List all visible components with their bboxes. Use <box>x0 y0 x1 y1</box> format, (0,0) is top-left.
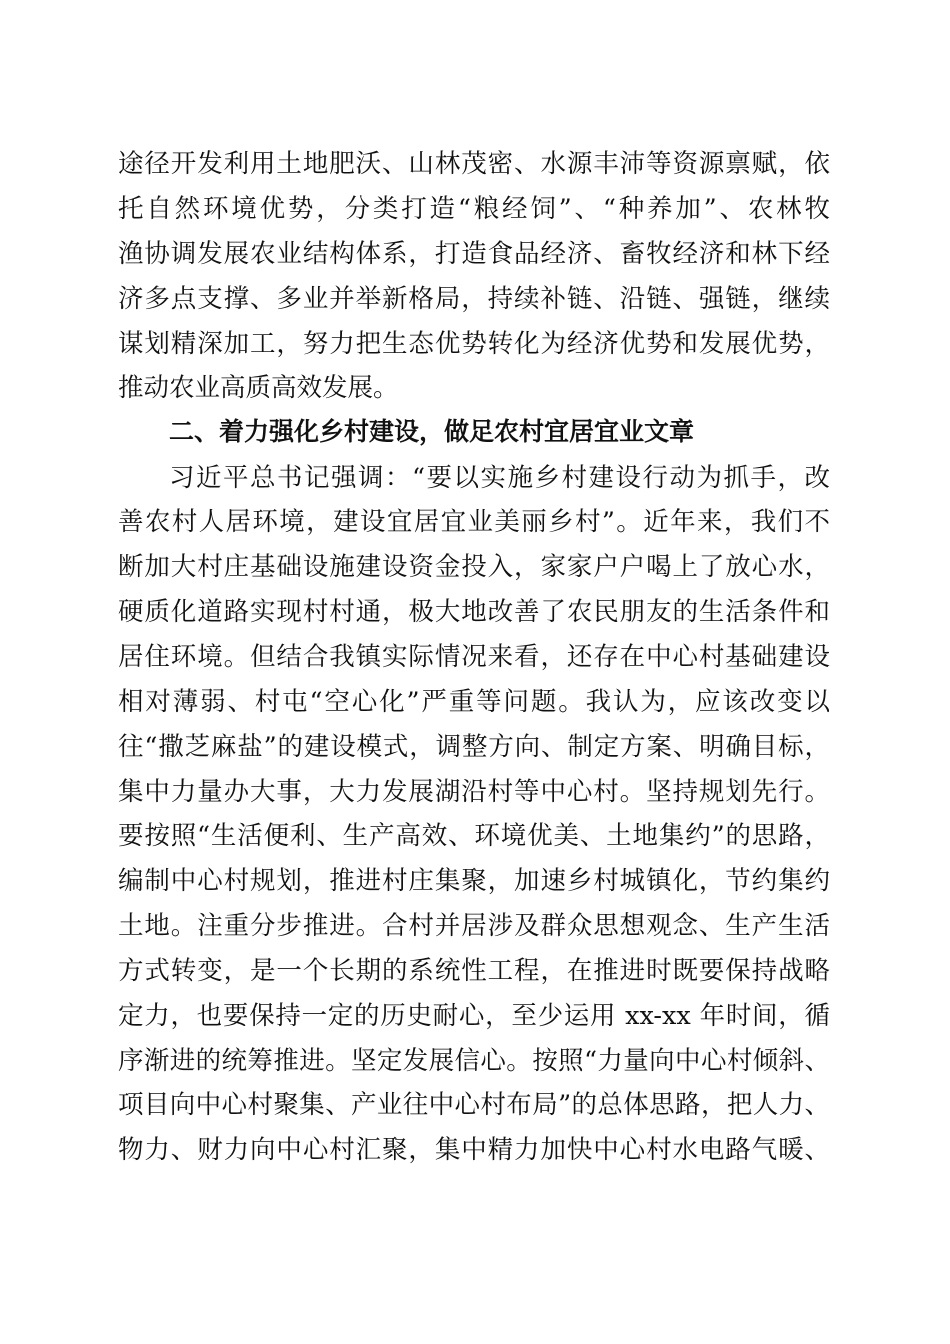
text-line: 硬质化道路实现村村通，极大地改善了农民朋友的生活条件和 <box>118 597 830 627</box>
text-line: 习近平总书记强调：“要以实施乡村建设行动为抓手，改 <box>169 463 830 493</box>
text-line: 途径开发利用土地肥沃、山林茂密、水源丰沛等资源禀赋，依 <box>118 149 830 179</box>
text-line: 谋划精深加工，努力把生态优势转化为经济优势和发展优势， <box>118 329 830 359</box>
text-line: 推动农业高质高效发展。 <box>118 373 399 403</box>
text-line: 要按照“生活便利、生产高效、环境优美、土地集约”的思路， <box>118 821 830 851</box>
text-line: 托自然环境优势，分类打造“粮经饲”、“种养加”、农林牧 <box>118 194 830 224</box>
text-line: 序渐进的统筹推进。坚定发展信心。按照“力量向中心村倾斜、 <box>118 1046 830 1076</box>
text-line: 济多点支撑、多业并举新格局，持续补链、沿链、强链，继续 <box>118 284 830 314</box>
text-line: 相对薄弱、村屯“空心化”严重等问题。我认为，应该改变以 <box>118 687 830 717</box>
text-line: 项目向中心村聚集、产业往中心村布局”的总体思路，把人力、 <box>118 1090 830 1120</box>
text-line: 定力，也要保持一定的历史耐心，至少运用 xx-xx 年时间，循 <box>118 1001 830 1031</box>
text-line: 善农村人居环境，建设宜居宜业美丽乡村”。近年来，我们不 <box>118 507 830 537</box>
text-line: 断加大村庄基础设施建设资金投入，家家户户喝上了放心水， <box>118 552 830 582</box>
text-line: 集中力量办大事，大力发展湖沿村等中心村。坚持规划先行。 <box>118 777 830 807</box>
text-line: 方式转变，是一个长期的系统性工程，在推进时既要保持战略 <box>118 956 830 986</box>
section-heading: 二、着力强化乡村建设，做足农村宜居宜业文章 <box>169 417 695 446</box>
text-line: 居住环境。但结合我镇实际情况来看，还存在中心村基础建设 <box>118 642 830 672</box>
text-line: 土地。注重分步推进。合村并居涉及群众思想观念、生产生活 <box>118 911 830 941</box>
text-line: 往“撒芝麻盐”的建设模式，调整方向、制定方案、明确目标， <box>118 732 830 762</box>
text-line: 渔协调发展农业结构体系，打造食品经济、畜牧经济和林下经 <box>118 239 830 269</box>
text-line: 物力、财力向中心村汇聚，集中精力加快中心村水电路气暖、 <box>118 1135 830 1165</box>
text-line: 编制中心村规划，推进村庄集聚，加速乡村城镇化，节约集约 <box>118 866 830 896</box>
